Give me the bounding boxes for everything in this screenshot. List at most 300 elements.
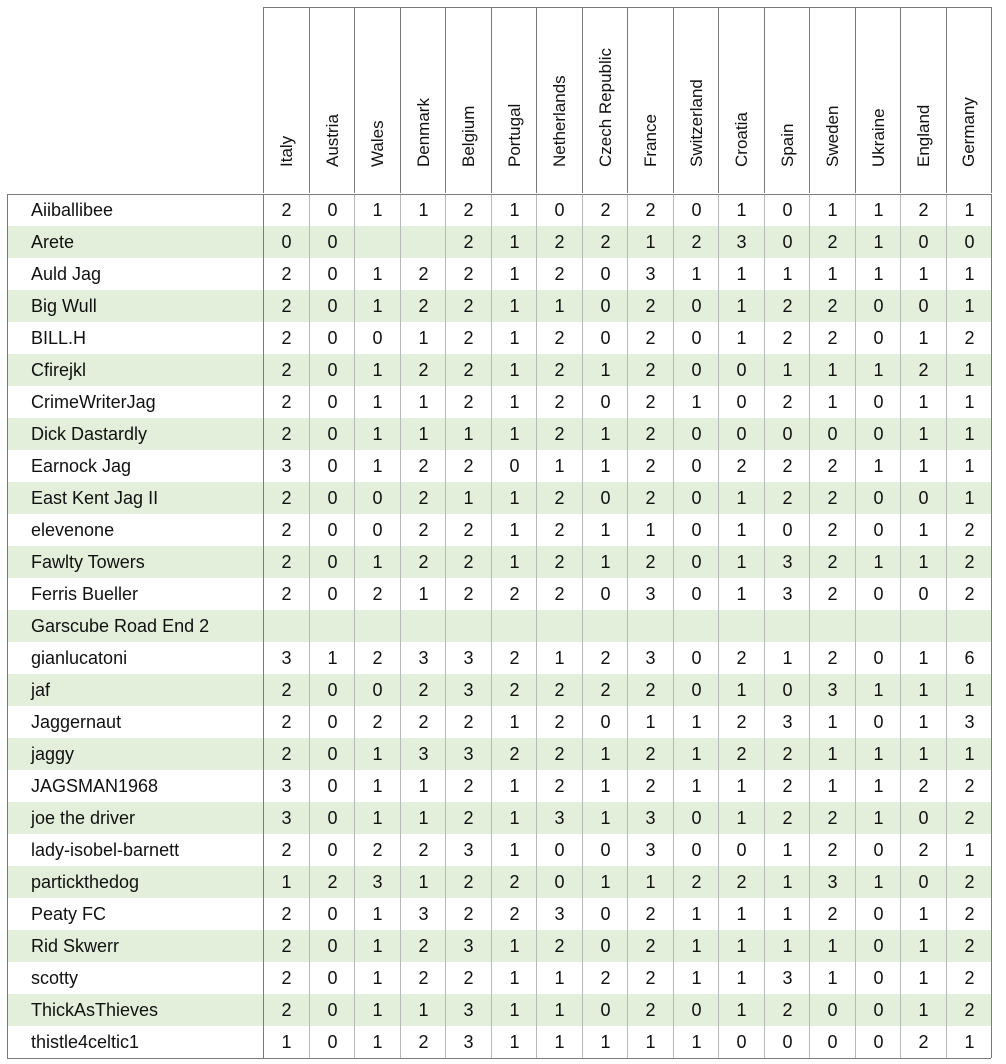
score-cell: 3 <box>627 258 673 290</box>
player-name: JAGSMAN1968 <box>7 770 263 802</box>
score-cell: 1 <box>354 738 400 770</box>
score-cell: 2 <box>582 194 628 226</box>
score-cell: 2 <box>718 866 764 898</box>
score-cell: 0 <box>900 866 946 898</box>
player-name: Fawlty Towers <box>7 546 263 578</box>
score-cell: 2 <box>627 994 673 1026</box>
score-cell <box>718 610 764 642</box>
score-cell: 1 <box>673 386 719 418</box>
score-cell: 0 <box>946 226 992 258</box>
score-cell: 0 <box>673 546 719 578</box>
score-cell: 1 <box>627 226 673 258</box>
table-row <box>7 802 991 834</box>
column-header <box>809 7 855 193</box>
score-cell: 1 <box>400 802 446 834</box>
score-cell: 0 <box>855 482 901 514</box>
score-cell: 3 <box>627 642 673 674</box>
score-cell: 3 <box>263 802 309 834</box>
score-cell: 2 <box>536 706 582 738</box>
score-cell: 1 <box>900 450 946 482</box>
score-cell <box>400 610 446 642</box>
score-cell: 0 <box>582 930 628 962</box>
score-cell: 2 <box>445 706 491 738</box>
table-row <box>7 546 991 578</box>
score-cell: 1 <box>946 258 992 290</box>
score-cell: 1 <box>354 354 400 386</box>
score-cell: 1 <box>354 258 400 290</box>
score-cell: 2 <box>400 450 446 482</box>
score-cell: 1 <box>491 386 537 418</box>
score-cell: 0 <box>582 290 628 322</box>
score-cell: 2 <box>536 482 582 514</box>
score-cell: 2 <box>445 226 491 258</box>
score-cell: 2 <box>263 738 309 770</box>
score-cell: 1 <box>718 770 764 802</box>
column-header-label: Denmark <box>413 98 433 167</box>
score-cell: 2 <box>718 450 764 482</box>
score-cell: 0 <box>582 386 628 418</box>
column-header <box>946 7 992 193</box>
table-row <box>7 866 991 898</box>
score-cell: 3 <box>627 802 673 834</box>
score-cell: 3 <box>445 834 491 866</box>
score-cell: 1 <box>673 962 719 994</box>
score-cell: 6 <box>946 642 992 674</box>
score-cell: 0 <box>673 514 719 546</box>
score-cell: 1 <box>718 898 764 930</box>
score-cell: 0 <box>900 290 946 322</box>
score-cell: 3 <box>809 866 855 898</box>
score-cell: 1 <box>491 770 537 802</box>
score-cell: 1 <box>946 1026 992 1058</box>
score-cell: 2 <box>946 866 992 898</box>
score-cell: 2 <box>400 930 446 962</box>
score-cell: 2 <box>263 674 309 706</box>
column-header <box>582 7 628 193</box>
score-cell: 1 <box>491 706 537 738</box>
score-cell: 2 <box>536 674 582 706</box>
player-name: Jaggernaut <box>7 706 263 738</box>
score-cell: 1 <box>536 1026 582 1058</box>
score-cell: 2 <box>764 386 810 418</box>
score-cell: 1 <box>673 1026 719 1058</box>
score-cell: 0 <box>718 354 764 386</box>
name-column-separator <box>263 194 264 1058</box>
score-cell: 2 <box>354 642 400 674</box>
score-cell: 0 <box>764 194 810 226</box>
score-cell: 2 <box>946 322 992 354</box>
score-cell: 1 <box>536 962 582 994</box>
score-cell: 2 <box>491 642 537 674</box>
column-header <box>627 7 673 193</box>
column-header-label: Sweden <box>822 105 842 167</box>
score-cell: 2 <box>354 578 400 610</box>
score-cell: 2 <box>445 450 491 482</box>
score-cell: 1 <box>718 994 764 1026</box>
score-cell: 2 <box>491 866 537 898</box>
score-cell: 0 <box>673 642 719 674</box>
score-cell <box>354 610 400 642</box>
score-cell: 0 <box>309 226 355 258</box>
score-cell: 1 <box>718 674 764 706</box>
score-cell: 1 <box>855 770 901 802</box>
score-cell: 2 <box>627 898 673 930</box>
score-cell: 1 <box>354 546 400 578</box>
score-cell: 1 <box>354 290 400 322</box>
score-cell: 3 <box>764 962 810 994</box>
score-cell: 3 <box>445 738 491 770</box>
score-cell: 2 <box>536 322 582 354</box>
score-cell: 2 <box>582 642 628 674</box>
score-cell: 1 <box>900 994 946 1026</box>
score-cell: 1 <box>354 930 400 962</box>
table-row <box>7 514 991 546</box>
score-cell: 1 <box>582 450 628 482</box>
score-cell: 1 <box>491 930 537 962</box>
score-cell: 1 <box>809 770 855 802</box>
score-cell: 3 <box>536 802 582 834</box>
score-cell: 1 <box>582 354 628 386</box>
player-name: jaggy <box>7 738 263 770</box>
score-cell: 0 <box>673 418 719 450</box>
score-cell: 2 <box>400 1026 446 1058</box>
score-cell: 2 <box>400 834 446 866</box>
score-cell: 1 <box>582 866 628 898</box>
score-cell: 1 <box>946 834 992 866</box>
score-cell: 2 <box>536 514 582 546</box>
score-cell: 2 <box>354 834 400 866</box>
score-cell: 0 <box>536 194 582 226</box>
score-cell: 3 <box>400 898 446 930</box>
score-cell: 1 <box>900 706 946 738</box>
score-cell: 1 <box>673 930 719 962</box>
score-cell: 0 <box>855 642 901 674</box>
score-cell: 0 <box>582 898 628 930</box>
score-cell: 0 <box>673 482 719 514</box>
score-cell: 2 <box>900 194 946 226</box>
score-cell: 2 <box>764 290 810 322</box>
player-name: BILL.H <box>7 322 263 354</box>
score-cell: 2 <box>445 898 491 930</box>
score-cell: 0 <box>536 834 582 866</box>
score-cell: 2 <box>627 930 673 962</box>
score-cell: 1 <box>400 994 446 1026</box>
score-cell: 0 <box>309 578 355 610</box>
score-cell: 0 <box>673 450 719 482</box>
score-cell: 2 <box>582 962 628 994</box>
score-cell: 1 <box>855 194 901 226</box>
score-cell: 2 <box>263 194 309 226</box>
column-header <box>445 7 491 193</box>
score-cell: 2 <box>400 258 446 290</box>
score-cell: 0 <box>764 418 810 450</box>
column-header-label: France <box>640 114 660 167</box>
score-cell: 1 <box>946 290 992 322</box>
score-cell: 0 <box>536 866 582 898</box>
column-header-label: Spain <box>777 123 797 167</box>
player-name: Aiiballibee <box>7 194 263 226</box>
table-row <box>7 354 991 386</box>
score-cell: 2 <box>627 450 673 482</box>
score-cell: 1 <box>354 1026 400 1058</box>
score-cell: 2 <box>400 514 446 546</box>
score-cell: 1 <box>900 322 946 354</box>
score-cell: 0 <box>309 546 355 578</box>
score-cell: 1 <box>718 802 764 834</box>
score-cell: 3 <box>445 994 491 1026</box>
score-cell: 0 <box>673 322 719 354</box>
score-cell: 0 <box>855 578 901 610</box>
table-row <box>7 642 991 674</box>
column-header-label: Italy <box>276 135 296 167</box>
score-cell: 1 <box>627 866 673 898</box>
score-cell: 0 <box>855 322 901 354</box>
player-name: Garscube Road End 2 <box>7 610 263 642</box>
score-cell: 1 <box>900 898 946 930</box>
score-cell: 2 <box>809 802 855 834</box>
score-cell: 0 <box>855 418 901 450</box>
score-cell: 1 <box>536 994 582 1026</box>
score-cell: 3 <box>764 546 810 578</box>
score-cell: 2 <box>809 898 855 930</box>
score-cell: 2 <box>536 738 582 770</box>
table-row <box>7 994 991 1026</box>
score-cell: 0 <box>855 898 901 930</box>
player-name: Auld Jag <box>7 258 263 290</box>
score-cell: 2 <box>263 706 309 738</box>
column-header <box>263 7 309 193</box>
score-cell: 1 <box>445 482 491 514</box>
score-cell: 0 <box>855 514 901 546</box>
score-cell: 0 <box>582 322 628 354</box>
score-cell: 3 <box>445 1026 491 1058</box>
score-cell: 1 <box>354 994 400 1026</box>
column-header <box>673 7 719 193</box>
score-cell: 1 <box>809 962 855 994</box>
player-name: Earnock Jag <box>7 450 263 482</box>
score-cell: 1 <box>536 642 582 674</box>
score-cell: 1 <box>309 642 355 674</box>
score-cell: 1 <box>855 866 901 898</box>
column-header <box>855 7 901 193</box>
score-cell: 2 <box>536 930 582 962</box>
score-cell: 2 <box>946 546 992 578</box>
score-cell: 2 <box>263 354 309 386</box>
score-cell: 2 <box>718 706 764 738</box>
score-cell: 1 <box>491 354 537 386</box>
score-cell: 1 <box>855 738 901 770</box>
score-cell: 1 <box>809 738 855 770</box>
score-cell: 2 <box>445 322 491 354</box>
score-cell <box>536 610 582 642</box>
score-cell: 1 <box>946 354 992 386</box>
score-cell: 1 <box>354 418 400 450</box>
score-cell: 1 <box>491 194 537 226</box>
table-row <box>7 706 991 738</box>
score-cell: 1 <box>491 226 537 258</box>
score-cell: 2 <box>536 418 582 450</box>
score-cell: 1 <box>764 354 810 386</box>
score-cell: 0 <box>354 482 400 514</box>
score-cell: 1 <box>627 1026 673 1058</box>
score-cell: 0 <box>900 482 946 514</box>
score-cell: 2 <box>263 834 309 866</box>
score-cell <box>445 610 491 642</box>
player-name: Rid Skwerr <box>7 930 263 962</box>
score-cell: 1 <box>855 802 901 834</box>
score-cell: 2 <box>900 834 946 866</box>
score-cell: 1 <box>764 930 810 962</box>
table-row <box>7 418 991 450</box>
score-cell: 1 <box>491 482 537 514</box>
score-cell: 1 <box>946 450 992 482</box>
score-cell: 1 <box>900 962 946 994</box>
table-row <box>7 738 991 770</box>
score-cell: 2 <box>536 226 582 258</box>
score-cell: 1 <box>900 546 946 578</box>
score-cell: 1 <box>491 514 537 546</box>
score-cell: 0 <box>309 1026 355 1058</box>
score-cell: 2 <box>809 578 855 610</box>
table-row <box>7 290 991 322</box>
score-cell: 2 <box>946 930 992 962</box>
score-cell: 0 <box>309 802 355 834</box>
score-cell: 0 <box>855 834 901 866</box>
score-cell: 2 <box>445 386 491 418</box>
score-cell: 2 <box>309 866 355 898</box>
score-cell: 1 <box>900 642 946 674</box>
score-cell: 1 <box>809 354 855 386</box>
score-cell: 1 <box>354 194 400 226</box>
score-cell: 1 <box>354 962 400 994</box>
score-cell: 1 <box>582 1026 628 1058</box>
score-cell: 0 <box>309 706 355 738</box>
score-cell: 1 <box>946 674 992 706</box>
score-cell: 2 <box>627 674 673 706</box>
score-cell: 2 <box>400 482 446 514</box>
column-header-label: Ukraine <box>868 108 888 167</box>
score-cell: 0 <box>764 1026 810 1058</box>
score-cell: 0 <box>309 994 355 1026</box>
score-cell: 1 <box>582 802 628 834</box>
score-cell: 2 <box>582 226 628 258</box>
table-row <box>7 258 991 290</box>
score-cell: 0 <box>309 354 355 386</box>
score-cell: 1 <box>263 1026 309 1058</box>
score-cell: 3 <box>263 770 309 802</box>
score-cell: 0 <box>855 930 901 962</box>
score-cell: 0 <box>673 290 719 322</box>
score-cell: 2 <box>400 706 446 738</box>
score-cell: 1 <box>354 450 400 482</box>
score-cell: 2 <box>400 354 446 386</box>
score-cell: 3 <box>445 674 491 706</box>
score-cell <box>673 610 719 642</box>
table-row <box>7 674 991 706</box>
score-cell: 2 <box>263 322 309 354</box>
score-cell: 1 <box>491 834 537 866</box>
score-cell: 2 <box>627 546 673 578</box>
score-cell: 1 <box>673 738 719 770</box>
table-row <box>7 834 991 866</box>
player-name: scotty <box>7 962 263 994</box>
score-cell: 0 <box>900 802 946 834</box>
score-cell: 0 <box>764 674 810 706</box>
score-cell: 0 <box>309 322 355 354</box>
column-header <box>354 7 400 193</box>
score-cell: 2 <box>764 450 810 482</box>
score-cell: 0 <box>582 258 628 290</box>
column-header-label: Czech Republic <box>595 47 615 167</box>
score-cell: 1 <box>400 418 446 450</box>
score-cell: 0 <box>764 514 810 546</box>
column-header-label: Belgium <box>458 105 478 167</box>
table-right-border <box>991 194 992 1058</box>
score-cell: 0 <box>582 994 628 1026</box>
score-cell: 1 <box>491 1026 537 1058</box>
score-cell: 2 <box>809 834 855 866</box>
score-cell: 0 <box>309 194 355 226</box>
player-name: gianlucatoni <box>7 642 263 674</box>
score-cell: 1 <box>809 386 855 418</box>
score-cell: 0 <box>673 354 719 386</box>
score-cell: 2 <box>400 546 446 578</box>
score-cell: 1 <box>491 258 537 290</box>
score-cell: 0 <box>673 674 719 706</box>
score-cell: 1 <box>718 962 764 994</box>
score-cell: 1 <box>400 386 446 418</box>
score-cell: 1 <box>445 418 491 450</box>
column-header <box>764 7 810 193</box>
player-name: jaf <box>7 674 263 706</box>
column-header-label: Portugal <box>504 103 524 167</box>
score-cell: 1 <box>764 834 810 866</box>
score-cell: 1 <box>900 386 946 418</box>
score-cell: 1 <box>900 514 946 546</box>
table-row <box>7 450 991 482</box>
column-header-label: Croatia <box>731 112 751 167</box>
score-cell: 1 <box>764 866 810 898</box>
table-row <box>7 898 991 930</box>
score-cell: 1 <box>491 290 537 322</box>
player-name: thistle4celtic1 <box>7 1026 263 1058</box>
score-cell: 0 <box>354 322 400 354</box>
score-cell: 2 <box>673 226 719 258</box>
score-cell: 0 <box>354 514 400 546</box>
player-name: Dick Dastardly <box>7 418 263 450</box>
score-cell: 2 <box>900 1026 946 1058</box>
score-cell: 0 <box>582 834 628 866</box>
score-cell: 1 <box>718 578 764 610</box>
score-cell: 2 <box>536 354 582 386</box>
player-name: joe the driver <box>7 802 263 834</box>
score-cell: 3 <box>764 578 810 610</box>
score-cell: 2 <box>809 514 855 546</box>
score-cell <box>263 610 309 642</box>
score-cell: 2 <box>809 290 855 322</box>
score-cell: 1 <box>673 706 719 738</box>
score-cell: 0 <box>900 578 946 610</box>
score-cell: 0 <box>309 290 355 322</box>
score-cell: 0 <box>582 482 628 514</box>
score-cell: 0 <box>900 226 946 258</box>
column-header <box>309 7 355 193</box>
score-cell: 2 <box>946 514 992 546</box>
score-cell: 1 <box>946 738 992 770</box>
score-cell: 1 <box>582 546 628 578</box>
table-row <box>7 482 991 514</box>
score-cell: 3 <box>536 898 582 930</box>
